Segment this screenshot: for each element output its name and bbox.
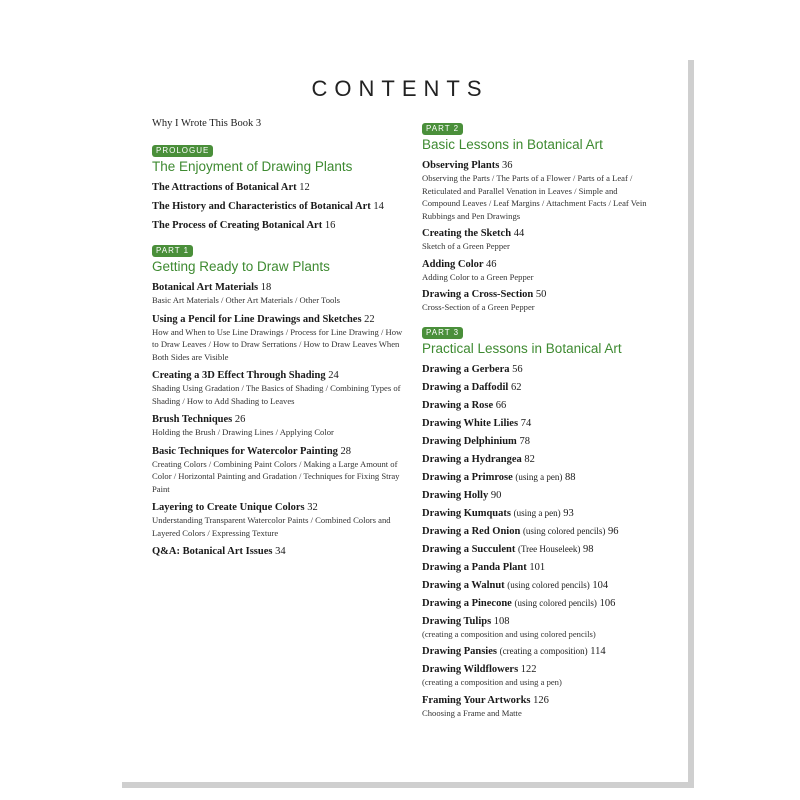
toc-entry-subtopics: Adding Color to a Green Pepper: [422, 271, 534, 282]
toc-entry-title: [422, 363, 650, 376]
toc-entry-name: Drawing a Pinecone: [422, 597, 512, 609]
toc-entry-title: [422, 507, 650, 520]
toc-entry-name: Q&A: Botanical Art Issues: [152, 546, 273, 557]
toc-entry-title: [422, 399, 650, 412]
toc-entry-page: 104: [592, 579, 609, 591]
toc-entry-page: 44: [513, 228, 525, 239]
toc-entry-subtopics: How and When to Use Line Drawings / Process for Line Drawing / How to Draw Leaves / How to Draw Serrations / How to Draw Leaves When Both Sides are Visible: [152, 326, 403, 362]
toc-entry-title: [422, 453, 650, 466]
toc-entry: [422, 579, 650, 592]
book-page: [112, 50, 688, 782]
toc-entry-page: 108: [493, 615, 510, 627]
toc-entry-name: Framing Your Artworks: [422, 694, 531, 706]
toc-entry-name: Drawing Delphinium: [422, 435, 517, 447]
toc-entry: [152, 219, 408, 232]
toc-entry: [422, 561, 650, 574]
toc-entry-title: [422, 543, 650, 556]
toc-entry-page: 32: [307, 502, 318, 513]
toc-entry-name: Drawing a Walnut: [422, 579, 505, 591]
toc-entry-name: The Process of Creating Botanical Art: [152, 220, 323, 231]
toc-entry-page: 46: [486, 258, 497, 270]
right-column: [422, 118, 650, 727]
toc-entry-page: 18: [260, 282, 272, 293]
intro-entry: [152, 118, 408, 129]
toc-entry: [422, 381, 650, 394]
toc-entry-name: Botanical Art Materials: [152, 282, 259, 293]
toc-entry-page: 24: [328, 370, 339, 381]
toc-entry-page: 22: [364, 313, 375, 325]
toc-entry-note: (using a pen): [513, 507, 561, 518]
part1-section: [152, 240, 408, 558]
toc-entry: [422, 663, 650, 689]
toc-entry-page: 56: [512, 363, 523, 375]
toc-entry-page: 114: [590, 646, 606, 657]
toc-entry: [422, 694, 650, 720]
toc-entry: [422, 435, 650, 448]
toc-entry: [422, 288, 650, 314]
toc-entry-note: (using colored pencils): [507, 579, 590, 590]
toc-entry: [422, 507, 650, 520]
toc-entry-subtopics: Cross-Section of a Green Pepper: [422, 302, 535, 312]
toc-entry-name: The Attractions of Botanical Art: [152, 182, 297, 193]
toc-entry-title: [422, 597, 650, 610]
toc-entry-name: Brush Techniques: [152, 414, 233, 425]
toc-entry-title: [422, 258, 650, 271]
toc-entry-name: Drawing Wildflowers: [422, 664, 519, 675]
left-column: [152, 118, 408, 566]
toc-entry-title: [152, 200, 408, 213]
toc-entry-title: [422, 381, 650, 394]
toc-entry: [152, 369, 408, 407]
toc-entry-title: [152, 501, 408, 514]
prologue-badge: PROLOGUE: [152, 145, 213, 157]
toc-entry-name: Drawing a Panda Plant: [422, 561, 527, 573]
toc-entry-page: 101: [529, 561, 546, 573]
toc-entry-note: (using colored pencils): [522, 525, 606, 536]
toc-entry-page: 34: [275, 546, 286, 557]
part3-section: [422, 322, 650, 720]
toc-entry-page: 50: [535, 289, 547, 300]
toc-entry-subtopics: Creating Colors / Combining Paint Colors / Making a Large Amount of Color / Horizontal Painting and Gradation / Techniques for Fixing Stray Paint: [152, 458, 400, 494]
toc-entry-note: (using colored pencils): [514, 597, 597, 608]
toc-entry-name: Using a Pencil for Line Drawings and Sketches: [152, 313, 362, 325]
toc-entry: [152, 545, 408, 558]
toc-entry-subtopics: Understanding Transparent Watercolor Paints / Combined Colors and Layered Colors / Expressing Texture: [152, 515, 391, 538]
toc-entry: [422, 615, 650, 641]
toc-entry-name: Drawing a Cross-Section: [422, 289, 534, 300]
toc-entry-page: 93: [563, 507, 574, 519]
toc-entry-title: [152, 413, 408, 426]
toc-entry-subtopics: Sketch of a Green Pepper: [422, 241, 510, 251]
prologue-entries: [152, 181, 408, 232]
toc-entry-title: [422, 227, 650, 240]
toc-entry-title: [422, 489, 650, 502]
intro-page: 3: [255, 118, 262, 129]
toc-entry-title: [422, 561, 650, 574]
toc-entry-title: [152, 181, 408, 194]
toc-entry: [422, 399, 650, 412]
toc-entry-page: 126: [533, 694, 549, 706]
toc-entry: [422, 645, 650, 658]
toc-entry-page: 16: [324, 220, 336, 231]
part2-title: Basic Lessons in Botanical Art: [422, 137, 603, 152]
toc-entry-subtopics: Basic Art Materials / Other Art Materials / Other Tools: [152, 295, 341, 305]
toc-entry-title: [422, 417, 650, 430]
toc-entry-page: 78: [519, 435, 530, 447]
toc-entry-subtopics: Observing the Parts / The Parts of a Flower / Parts of a Leaf / Reticulated and Parallel Venation in Leaves / Simple and Compound Leaves / Leaf Margins / Attachment Facts / Leaf Vein Rubbings and Pen Drawings: [422, 173, 647, 221]
toc-entry-title: [422, 694, 650, 707]
toc-entry-title: [152, 281, 408, 294]
toc-entry-page: 14: [373, 201, 384, 212]
toc-entry-title: [422, 645, 650, 658]
toc-entry-name: Drawing White Lilies: [422, 417, 519, 429]
toc-entry-title: [422, 615, 650, 628]
toc-entry-note: (using a pen): [515, 471, 563, 482]
part2-entries: [422, 159, 650, 314]
toc-entry: [422, 363, 650, 376]
toc-entry-subtopics: Shading Using Gradation / The Basics of Shading / Combining Types of Shading / How to Add Shading to Leaves: [152, 383, 401, 406]
toc-entry-page: 88: [565, 471, 576, 483]
toc-entry-page: 106: [599, 597, 616, 609]
toc-entry-title: [152, 445, 408, 458]
toc-entry-name: Drawing Tulips: [422, 615, 492, 627]
toc-entry: [422, 489, 650, 502]
toc-entry-title: [152, 313, 408, 326]
toc-entry-name: Creating a 3D Effect Through Shading: [152, 370, 326, 381]
toc-entry-note: (Tree Houseleek): [517, 543, 581, 554]
toc-entry-subtopics: Choosing a Frame and Matte: [422, 707, 522, 718]
toc-entry-page: 74: [520, 417, 532, 429]
toc-entry: [422, 597, 650, 610]
toc-entry-title: [422, 471, 650, 484]
toc-entry-page: 66: [495, 399, 507, 411]
prologue-title: The Enjoyment of Drawing Plants: [152, 159, 353, 174]
toc-entry-page: 36: [501, 160, 513, 171]
part1-badge: PART 1: [152, 245, 193, 257]
toc-entry-page: 12: [299, 182, 310, 193]
toc-entry-page: 28: [340, 445, 352, 457]
toc-entry-name: Drawing a Primrose: [422, 471, 513, 483]
toc-entry-subtopics: Holding the Brush / Drawing Lines / Applying Color: [152, 427, 334, 437]
toc-entry-title: [152, 545, 408, 558]
prologue-section: [152, 140, 408, 232]
toc-entry-page: 82: [524, 453, 535, 465]
toc-entry: [422, 471, 650, 484]
toc-entry: [422, 543, 650, 556]
toc-entry-title: [422, 435, 650, 448]
part3-badge: PART 3: [422, 327, 463, 339]
toc-entry-title: [422, 663, 650, 676]
toc-entry: [152, 313, 408, 364]
toc-entry: [152, 501, 408, 539]
part1-title: Getting Ready to Draw Plants: [152, 259, 330, 274]
part2-badge: PART 2: [422, 123, 463, 135]
toc-entry-name: Drawing Holly: [422, 489, 489, 501]
toc-entry-subtopics: (creating a composition and using colored pencils): [422, 628, 596, 639]
part1-entries: [152, 281, 408, 558]
toc-entry: [422, 227, 650, 253]
toc-entry-name: Observing Plants: [422, 160, 500, 171]
toc-entry-title: [152, 219, 408, 232]
toc-entry: [152, 181, 408, 194]
toc-entry: [422, 525, 650, 538]
toc-entry-page: 96: [608, 525, 619, 537]
toc-entry: [422, 258, 650, 284]
toc-entry: [422, 159, 650, 222]
toc-entry-name: Drawing Kumquats: [422, 507, 511, 519]
intro-title: Why I Wrote This Book: [152, 118, 254, 129]
toc-entry-name: Drawing Pansies: [422, 646, 497, 657]
toc-entry-name: Drawing a Gerbera: [422, 363, 510, 375]
toc-entry-title: [152, 369, 408, 382]
toc-entry-name: Drawing a Succulent: [422, 543, 516, 555]
part3-entries: [422, 363, 650, 720]
toc-entry-note: (creating a composition): [499, 646, 588, 656]
toc-entry-page: 62: [510, 381, 522, 393]
toc-entry-name: Drawing a Red Onion: [422, 525, 521, 537]
toc-entry: [422, 417, 650, 430]
toc-entry-name: Basic Techniques for Watercolor Painting: [152, 445, 338, 457]
toc-entry-title: [422, 525, 650, 538]
toc-entry: [422, 453, 650, 466]
toc-entry-title: [422, 159, 650, 172]
toc-entry-name: Drawing a Hydrangea: [422, 453, 522, 465]
toc-entry: [152, 281, 408, 307]
toc-entry: [152, 445, 408, 496]
toc-entry-subtopics: (creating a composition and using a pen): [422, 677, 562, 687]
toc-entry-page: 90: [490, 489, 502, 501]
toc-entry-title: [422, 579, 650, 592]
toc-entry-title: [422, 288, 650, 301]
toc-entry-page: 122: [520, 664, 537, 675]
toc-entry-name: Creating the Sketch: [422, 228, 512, 239]
toc-entry: [152, 413, 408, 439]
contents-title: CONTENTS: [311, 76, 489, 101]
toc-entry-name: Drawing a Daffodil: [422, 381, 509, 393]
toc-entry-name: Drawing a Rose: [422, 399, 494, 411]
part2-section: [422, 118, 650, 314]
toc-entry-page: 98: [583, 543, 594, 555]
toc-entry-name: Adding Color: [422, 258, 484, 270]
part3-title: Practical Lessons in Botanical Art: [422, 340, 622, 356]
toc-entry-page: 26: [234, 414, 246, 425]
toc-entry-name: The History and Characteristics of Botanical Art: [152, 201, 371, 212]
toc-entry-name: Layering to Create Unique Colors: [152, 502, 305, 513]
toc-entry: [152, 200, 408, 213]
